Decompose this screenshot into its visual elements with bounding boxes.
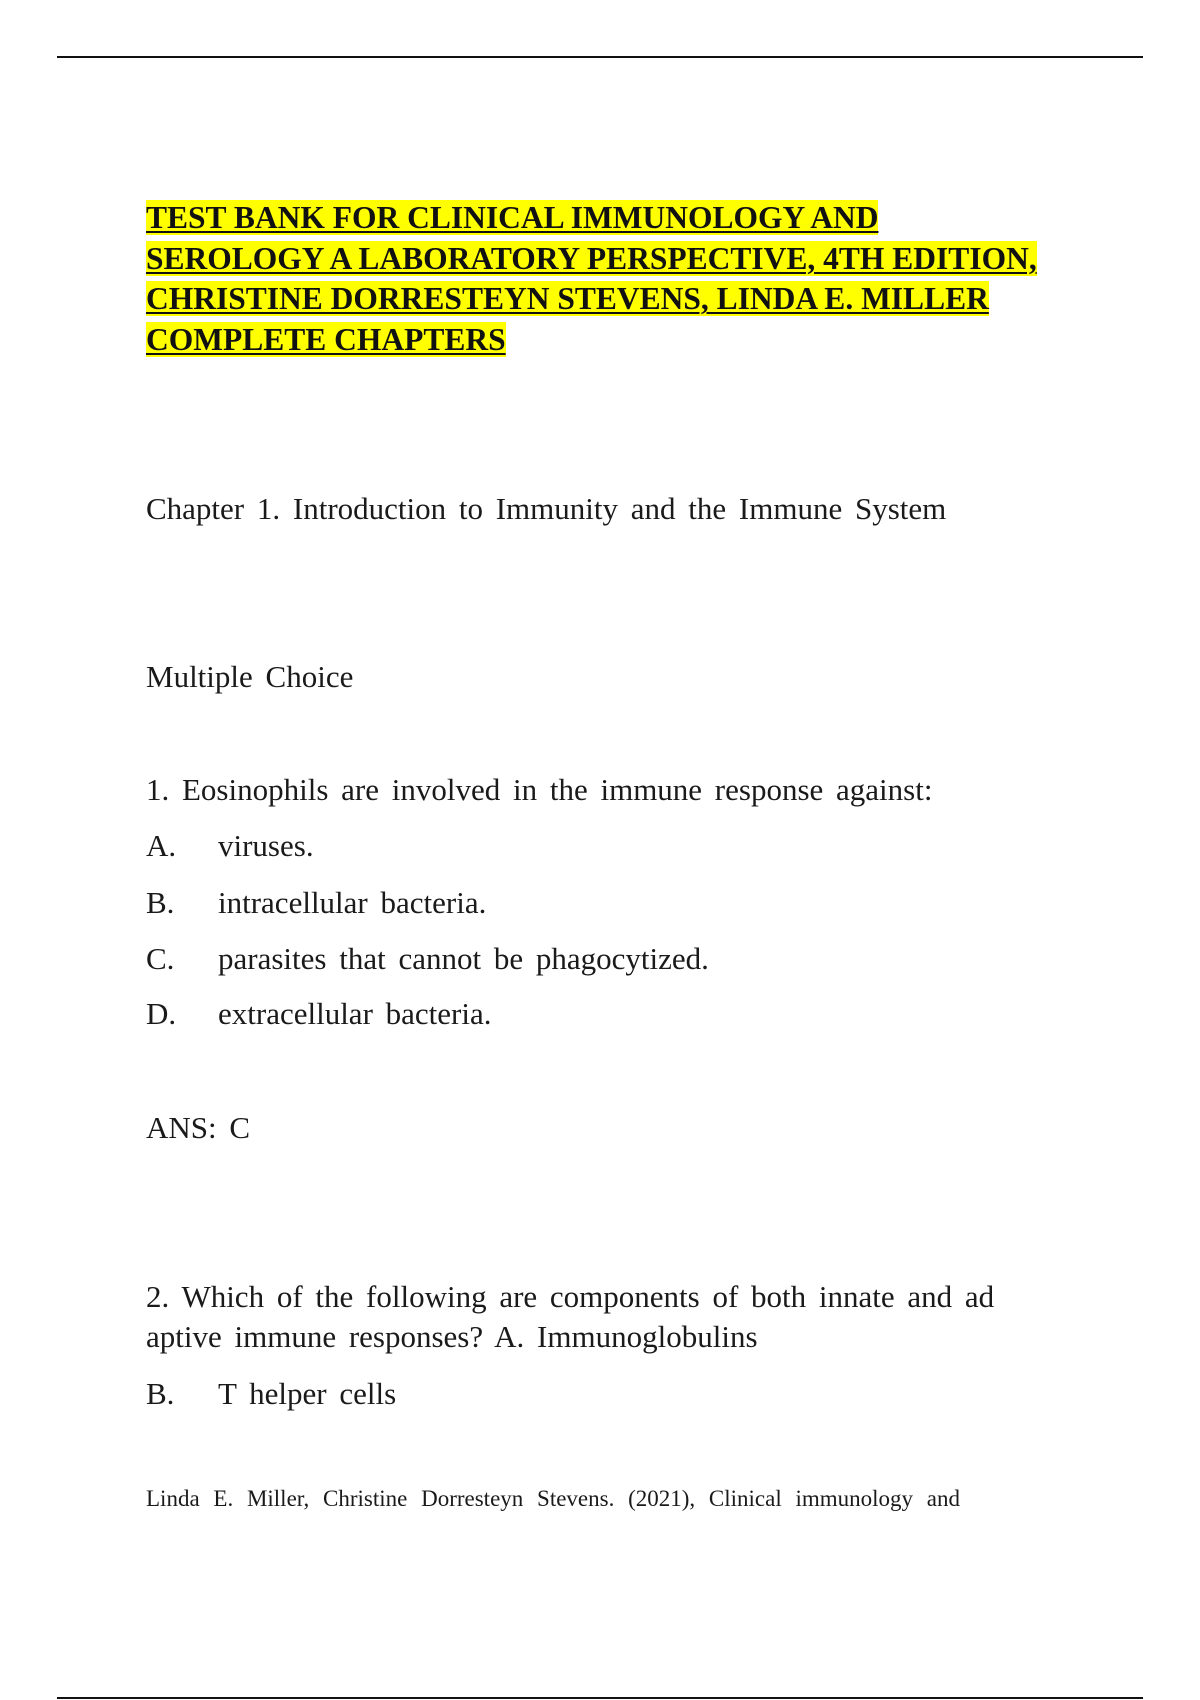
citation-footer: Linda E. Miller, Christine Dorresteyn Stevens. (2021), Clinical immunology and bbox=[146, 1486, 960, 1511]
option-text: viruses. bbox=[218, 828, 314, 863]
option-text: parasites that cannot be phagocytized. bbox=[218, 941, 709, 976]
option-text: extracellular bacteria. bbox=[218, 996, 492, 1031]
question-1-option-b bbox=[146, 883, 486, 923]
question-2-option-b bbox=[146, 1374, 396, 1414]
option-letter: D. bbox=[146, 996, 177, 1031]
chapter-heading: Chapter 1. Introduction to Immunity and the Immune System bbox=[146, 491, 947, 526]
option-letter: B. bbox=[146, 885, 175, 920]
question-1-option-c bbox=[146, 939, 709, 979]
title-line-4: COMPLETE CHAPTERS bbox=[146, 321, 506, 357]
title-line-2: SEROLOGY A LABORATORY PERSPECTIVE, 4TH EDITION, bbox=[146, 240, 1037, 276]
section-heading: Multiple Choice bbox=[146, 659, 354, 694]
option-letter: C. bbox=[146, 941, 175, 976]
question-2-stem-line-1: 2. Which of the following are components of both innate and ad bbox=[146, 1279, 995, 1314]
question-1-option-d bbox=[146, 994, 491, 1034]
question-1-answer: ANS: C bbox=[146, 1110, 251, 1145]
document-title bbox=[146, 198, 1086, 360]
page-bottom-rule bbox=[57, 1697, 1143, 1699]
question-1-stem: 1. Eosinophils are involved in the immune response against: bbox=[146, 772, 933, 807]
page-top-rule bbox=[57, 56, 1143, 58]
option-letter: B. bbox=[146, 1376, 175, 1411]
question-1-option-a bbox=[146, 826, 314, 866]
option-letter: A. bbox=[146, 828, 177, 863]
title-line-3: CHRISTINE DORRESTEYN STEVENS, LINDA E. MILLER bbox=[146, 281, 989, 316]
option-text: T helper cells bbox=[218, 1376, 397, 1411]
option-text: intracellular bacteria. bbox=[218, 885, 487, 920]
question-2-stem-line-2: aptive immune responses? A. Immunoglobulins bbox=[146, 1319, 758, 1354]
question-2-stem bbox=[146, 1277, 1066, 1357]
title-line-1: TEST BANK FOR CLINICAL IMMUNOLOGY AND bbox=[146, 200, 879, 235]
